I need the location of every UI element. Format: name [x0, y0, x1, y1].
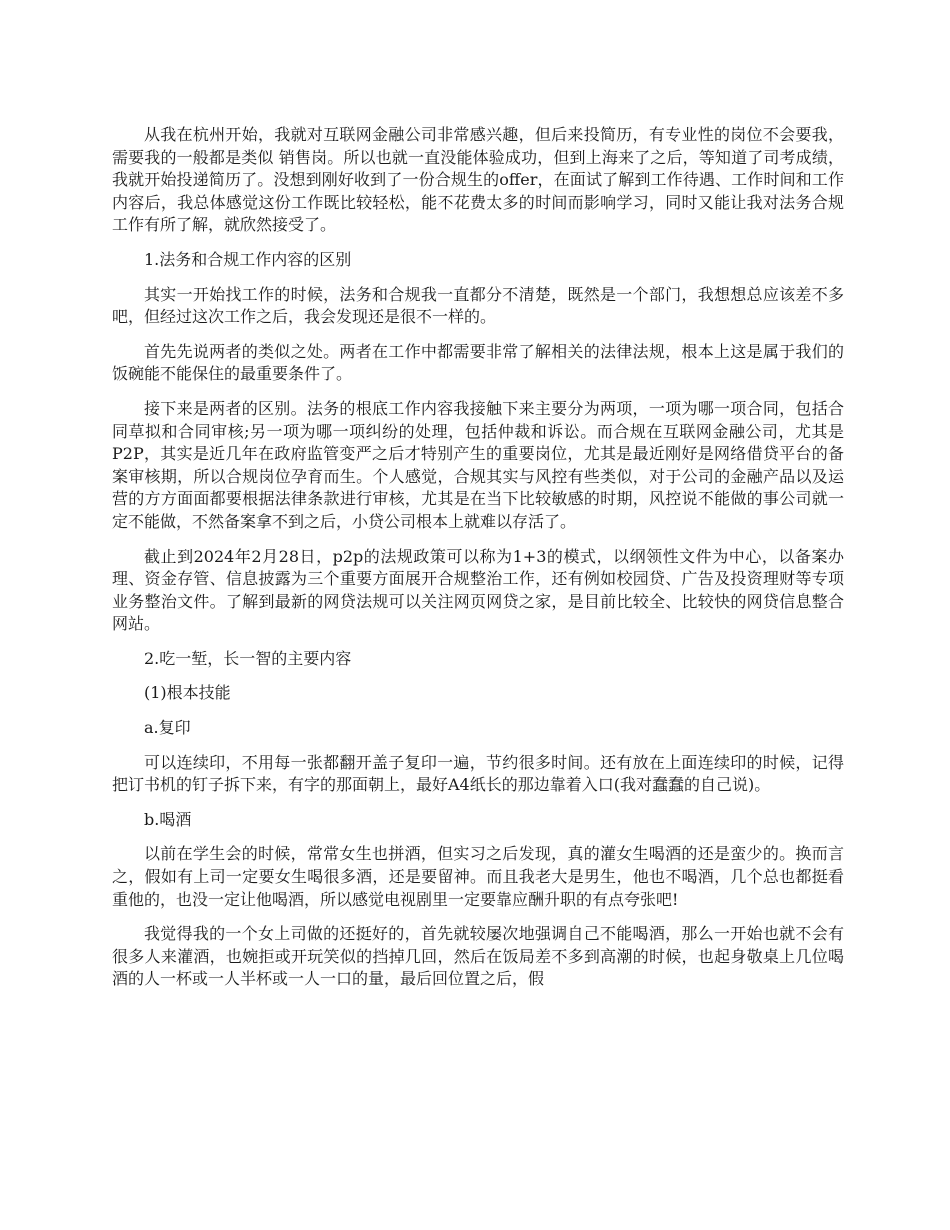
paragraph: 接下来是两者的区别。法务的根底工作内容我接触下来主要分为两项，一项为哪一项合同，包括合同草拟和合同审核;另一项为哪一项纠纷的处理，包括仲裁和诉讼。而合规在互联网金融公司，尤其是P2P，其实是近几年在政府监管变严之后才特别产生的重要岗位，尤其是最近刚好是网络借贷平台的备案审核期，所以合规岗位孕育而生。个人感觉，合规其实与风控有些类似，对于公司的金融产品以及运营的方方面面都要根据法律条款进行审核，尤其是在当下比较敏感的时期，风控说不能做的事公司就一定不能做，不然备案拿不到之后，小贷公司根本上就难以存活了。: [112, 398, 844, 531]
subsection-heading: (1)根本技能: [144, 683, 231, 703]
paragraph: 以前在学生会的时候，常常女生也拼酒，但实习之后发现，真的灌女生喝酒的还是蛮少的。换而言之，假如有上司一定要女生喝很多酒，还是要留神。而且我老大是男生，他也不喝酒，几个总也都挺看重他的，也没一定让他喝酒，所以感觉电视剧里一定要靠应酬升职的有点夸张吧!: [112, 844, 844, 909]
item-heading-a: a.复印: [144, 718, 191, 738]
paragraph-intro: 从我在杭州开始，我就对互联网金融公司非常感兴趣，但后来投简历，有专业性的岗位不会要我，需要我的一般都是类似 销售岗。所以也就一直没能体验成功，但到上海来了之后，等知道了司考成绩，我就开始投递简历了。没想到刚好收到了一份合规生的offer，在面试了解到工作待遇、工作时间和工作内容后，我总体感觉这份工作既比较轻松，能不花费太多的时间而影响学习，同时又能让我对法务合规工作有所了解，就欣然接受了。: [112, 125, 844, 235]
paragraph: 截止到2024年2月28日，p2p的法规政策可以称为1+3的模式，以纲领性文件为中心，以备案办理、资金存管、信息披露为三个重要方面展开合规整治工作，还有例如校园贷、广告及投资理财等专项业务整治文件。了解到最新的网贷法规可以关注网页网贷之家，是目前比较全、比较快的网贷信息整合网站。: [112, 546, 844, 634]
section-heading-2: 2.吃一堑，长一智的主要内容: [144, 648, 352, 668]
paragraph: 其实一开始找工作的时候，法务和合规我一直都分不清楚，既然是一个部门，我想想总应该差不多吧，但经过这次工作之后，我会发现还是很不一样的。: [112, 284, 844, 327]
paragraph: 首先先说两者的类似之处。两者在工作中都需要非常了解相关的法律法规，根本上这是属于我们的饭碗能不能保住的最重要条件了。: [112, 341, 844, 384]
document-body: [112, 124, 844, 1003]
paragraph: 我觉得我的一个女上司做的还挺好的，首先就较屡次地强调自己不能喝酒，那么一开始也就不会有很多人来灌酒，也婉拒或开玩笑似的挡掉几回，然后在饭局差不多到高潮的时候，也起身敬桌上几位喝酒的人一杯或一人半杯或一人一口的量，最后回位置之后，假: [112, 924, 844, 989]
item-heading-b: b.喝酒: [144, 809, 192, 829]
section-heading-1: 1.法务和合规工作内容的区别: [144, 249, 352, 269]
paragraph: 可以连续印，不用每一张都翻开盖子复印一遍，节约很多时间。还有放在上面连续印的时候，记得把订书机的钉子拆下来，有字的那面朝上，最好A4纸长的那边靠着入口(我对蠢蠢的自己说)。: [112, 752, 844, 795]
